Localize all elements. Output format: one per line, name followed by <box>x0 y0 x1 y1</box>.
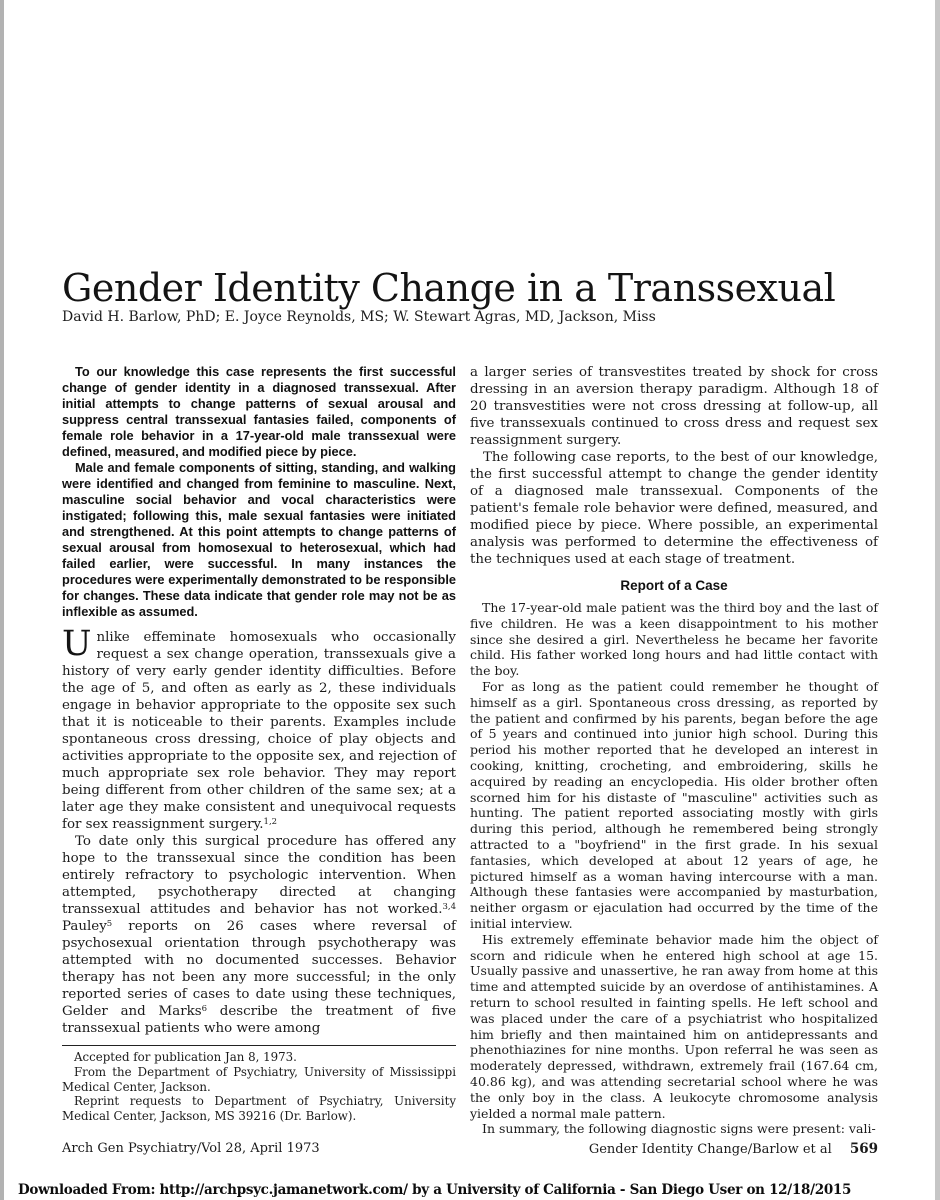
intro-paragraph-1 <box>62 624 456 833</box>
intro-paragraph-2-text: reports on 26 cases where reversal of psychosexual orientation through psychotherapy was attempted with no documented successes. Behavior therapy has not been any more successful; in the only reported series of cases to date using these techniques, Gelder and Marks <box>62 919 456 1019</box>
footnote-affiliation: From the Department of Psychiatry, University of Mississippi Medical Center, Jackson. <box>62 1064 456 1094</box>
reference-superscript: 1,2 <box>263 817 278 827</box>
footnote-reprints: Reprint requests to Department of Psychiatry, University Medical Center, Jackson, MS 39216 (Dr. Barlow). <box>62 1094 456 1124</box>
drop-cap: U <box>62 624 92 664</box>
abstract-paragraph-2: Male and female components of sitting, standing, and walking were identified and changed from feminine to masculine. Next, masculine social behavior and vocal characteristics were instigated; following this, male sexual fantasies were initiated and strengthened. At this point attempts to change patterns of sexual arousal from homosexual to heterosexual, which had failed earlier, were successful. In many instances the procedures were experimentally demonstrated to be responsible for changes. These data indicate that gender role may not be as inflexible as assumed. <box>62 460 456 619</box>
reference-superscript: 6 <box>201 1004 208 1014</box>
reference-superscript: 5 <box>106 919 113 929</box>
intro-paragraph-2-text: To date only this surgical procedure has offered any hope to the transsexual since the condition has been entirely refractory to psychologic intervention. When attempted, psychotherapy directed at changing transsexual attitudes and behavior has not worked. <box>62 834 456 917</box>
article-byline: David H. Barlow, PhD; E. Joyce Reynolds, MS; W. Stewart Agras, MD, Jackson, Miss <box>62 309 656 325</box>
intro-paragraph-1-text: nlike effeminate homosexuals who occasionally request a sex change operation, transsexuals give a history of very early gender identity difficulties. Before the age of 5, and often as early as 2, these individuals engage in behavior appropriate to the opposite sex such that it is noticeable to their parents. Examples include spontaneous cross dressing, choice of play objects and activities appropriate to the opposite sex, and rejection of much appropriate sex role behavior. They may report being different from other children of the same sex; at a later age they make consistent and unequivocal requests for sex reassignment surgery. <box>62 630 456 832</box>
case-paragraph-3: His extremely effeminate behavior made him the object of scorn and ridicule when he entered high school at age 15. Usually passive and unassertive, he ran away from home at this time and attempted suicide by an overdose of antihistamines. A return to school resulted in fainting spells. He left school and was placed under the care of a psychiatrist who hospitalized him briefly and then maintained him on antidepressants and phenothiazines for nine months. Upon referral he was seen as moderately depressed, withdrawn, extremely frail (167.64 cm, 40.86 kg), and was attending secretarial school where he was the only boy in the class. A leukocyte chromosome analysis yielded a normal male pattern. <box>470 931 878 1121</box>
left-column <box>62 364 456 1124</box>
reference-superscript: 3,4 <box>442 902 456 912</box>
abstract <box>62 364 456 620</box>
intro-paragraph-3: a larger series of transvestites treated by shock for cross dressing in an aversion therapy paradigm. Although 18 of 20 transvestities were not cross dressing at follow-up, all five transsexuals continued to cross dress and request sex reassignment surgery. <box>470 365 878 448</box>
footnote-accepted: Accepted for publication Jan 8, 1973. <box>74 1050 297 1064</box>
download-notice: Downloaded From: http://archpsyc.jamanetwork.com/ by a University of California - San Diego User on 12/18/2015 <box>18 1182 852 1198</box>
scan-edge-left <box>0 0 4 1200</box>
running-title-text: Gender Identity Change/Barlow et al <box>588 1142 832 1157</box>
footer-journal-citation: Arch Gen Psychiatry/Vol 28, April 1973 <box>62 1141 320 1156</box>
scan-edge-right <box>935 0 940 1200</box>
case-paragraph-1: The 17-year-old male patient was the third boy and the last of five children. He was a keen disappointment to his mother since she desired a girl. Nevertheless he became her favorite child. His father worked long hours and had little contact with the boy. <box>470 600 878 679</box>
intro-paragraph-4: The following case reports, to the best of our knowledge, the first successful attempt to change the gender identity of a diagnosed male transsexual. Components of the patient's female role behavior were defined, measured, and modified piece by piece. Where possible, an experimental analysis was performed to determine the effectiveness of the techniques used at each stage of treatment. <box>470 450 878 567</box>
case-paragraph-2: For as long as the patient could remember he thought of himself as a girl. Spontaneous cross dressing, as reported by the patient and confirmed by his parents, began before the age of 5 years and continued into junior high school. During this period his mother reported that he developed an interest in cooking, knitting, crocheting, and embroidering, skills he acquired by reading an encyclopedia. His older brother often scorned him for his distaste of "masculine" activities such as hunting. The patient reported associating mostly with girls during this period, although he remembered being strongly attracted to a "boyfriend" in the first grade. In his sexual fantasies, which developed at about 12 years of age, he pictured himself as a woman having intercourse with a man. Although these fantasies were accompanied by masturbation, neither orgasm or ejaculation had occurred by the time of the initial interview. <box>470 678 878 931</box>
right-column <box>470 364 878 1137</box>
intro-paragraph-2 <box>62 833 456 1037</box>
footnote-block <box>62 1045 456 1124</box>
page-number: 569 <box>849 1141 878 1157</box>
intro-paragraph-2-text: Pauley <box>62 919 107 934</box>
intro-paragraph-2-text: describe the treatment of five transsexual patients who were among <box>62 1004 456 1036</box>
section-heading-report-of-a-case: Report of a Case <box>620 578 728 593</box>
introduction-continued <box>470 364 878 568</box>
introduction <box>62 624 456 1037</box>
case-paragraph-4: In summary, the following diagnostic signs were present: vali- <box>482 1121 876 1137</box>
case-report <box>470 600 878 1137</box>
footer-running-title <box>589 1141 878 1157</box>
abstract-paragraph-1: To our knowledge this case represents the first successful change of gender identity in a diagnosed transsexual. After initial attempts to change patterns of sexual arousal and suppress central transsexual fantasies failed, components of female role behavior in a 17-year-old male transsexual were defined, measured, and modified piece by piece. <box>62 364 456 459</box>
article-title: Gender Identity Change in a Transsexual <box>62 266 836 311</box>
